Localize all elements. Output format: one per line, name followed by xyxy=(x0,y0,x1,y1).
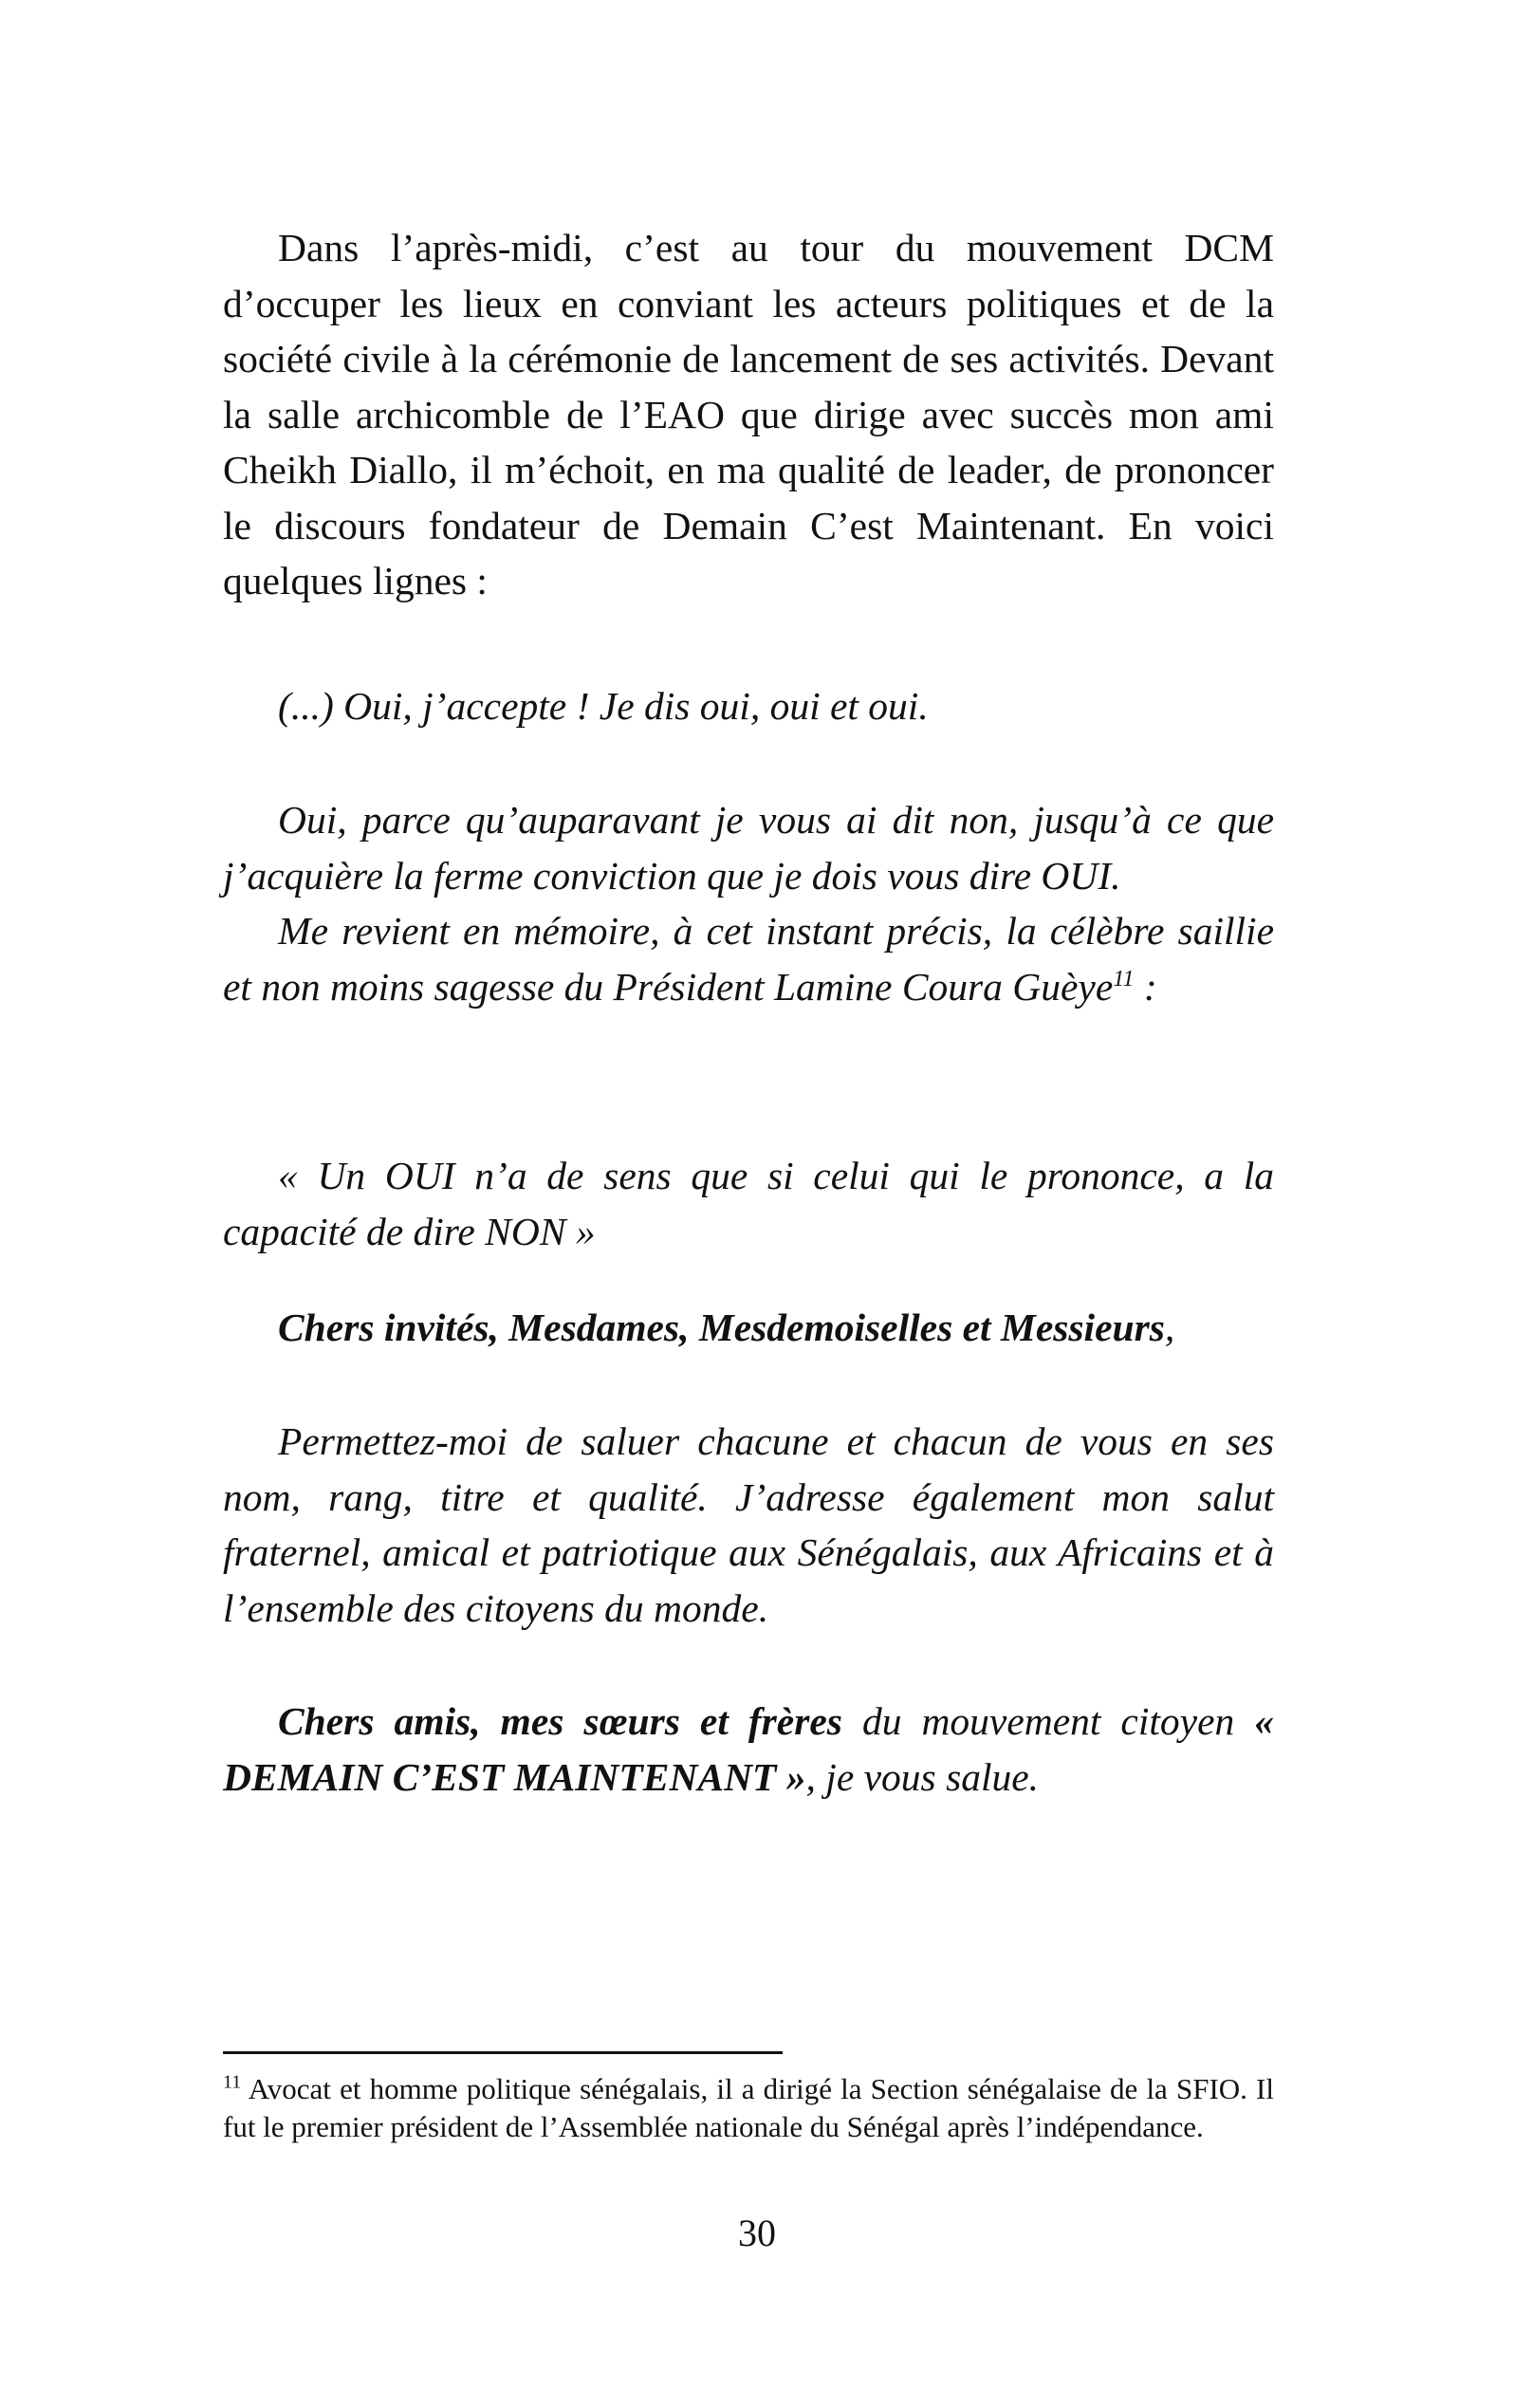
salutation-guests-text: Chers invités, Mesdames, Mesdemoiselles et Messieurs xyxy=(278,1306,1165,1349)
greeting-paragraph: Permettez-moi de saluer chacune et chacun de vous en ses nom, rang, titre et qualité. J’adresse également mon salut fraternel, amical et patriotique aux Sénégalais, aux Africains et à l’ensemble des citoyens du monde. xyxy=(223,1419,1274,1630)
salutation-middle: du mouvement citoyen xyxy=(841,1699,1255,1743)
intro-paragraph: Dans l’après-midi, c’est au tour du mouvement DCM d’occuper les lieux en conviant les acteurs politiques et de la société civile à la cérémonie de lancement de ses activités. Devant la salle archicomble de l’EAO que dirige avec succès mon ami Cheikh Diallo, il m’échoit, en ma qualité de leader, de prononcer le discours fondateur de Demain C’est Maintenant. En voici quelques lignes : xyxy=(223,226,1274,602)
speech-memory-colon: : xyxy=(1134,964,1157,1009)
footnote xyxy=(223,2070,1274,2146)
footnote-number: 11 xyxy=(223,2071,242,2093)
page-number: 30 xyxy=(738,2212,776,2254)
salutation-end: , je vous salue. xyxy=(805,1754,1040,1799)
speech-memory-sentence xyxy=(223,903,1274,1014)
salutation-guests xyxy=(223,1300,1274,1356)
salutation-movement xyxy=(223,1694,1274,1805)
footnote-reference[interactable]: 11 xyxy=(1113,966,1135,991)
speech-paragraph-oui xyxy=(223,792,1274,1014)
speech-oui-sentence: Oui, parce qu’auparavant je vous ai dit non, jusqu’à ce que j’acquière la ferme conviction que je dois vous dire OUI. xyxy=(223,798,1274,898)
salutation-friends: Chers amis, mes sœurs et frères xyxy=(278,1699,842,1743)
footnote-text: Avocat et homme politique sénégalais, il a dirigé la Section sénégalaise de la SFIO. Il fut le premier président de l’Assemblée nationale du Sénégal après l’indépendance. xyxy=(223,2072,1274,2143)
footnote-divider xyxy=(223,2051,783,2054)
movement-name: « DEMAIN C’EST MAINTENANT » xyxy=(223,1699,1274,1799)
guèye-quotation: « Un OUI n’a de sens que si celui qui le prononce, a la capacité de dire NON » xyxy=(223,1154,1274,1253)
salutation-guests-comma: , xyxy=(1164,1306,1175,1349)
speech-opening-line: (...) Oui, j’accepte ! Je dis oui, oui et oui. xyxy=(278,684,929,728)
speech-memory-text: Me revient en mémoire, à cet instant précis, la célèbre saillie et non moins sagesse du Président Lamine Coura Guèye xyxy=(223,909,1274,1009)
